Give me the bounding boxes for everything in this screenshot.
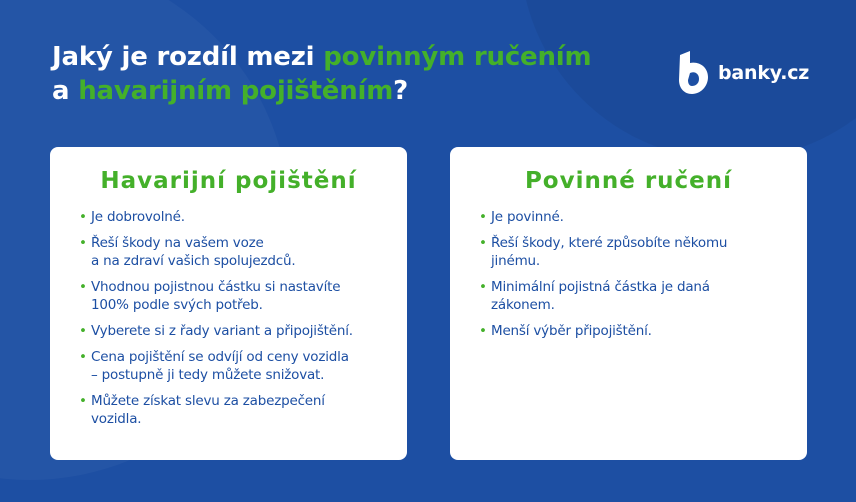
logo-text: banky.cz	[718, 62, 810, 84]
bullet-icon: •	[79, 279, 87, 295]
title-line1-highlight: povinným ručením	[323, 42, 592, 72]
bullet-icon: •	[79, 323, 87, 339]
card-havarijni	[50, 147, 407, 460]
page-title	[52, 40, 591, 108]
list-item	[79, 208, 391, 226]
list-item	[79, 322, 391, 340]
title-line1-prefix: Jaký je rozdíl mezi	[52, 42, 324, 72]
title-line2-suffix: ?	[393, 76, 409, 106]
list-item	[479, 208, 791, 226]
list-item-text: Je dobrovolné.	[91, 209, 185, 225]
card-list	[479, 208, 791, 348]
list-item	[479, 234, 791, 270]
bullet-icon: •	[479, 279, 487, 295]
list-item-text: Můžete získat slevu za zabezpečení	[91, 393, 325, 409]
list-item-text: Řeší škody na vašem voze	[91, 235, 264, 251]
list-item-text: – postupně ji tedy můžete snižovat.	[91, 367, 325, 383]
list-item-text: zákonem.	[491, 297, 555, 313]
list-item	[479, 278, 791, 314]
card-title: Povinné ručení	[524, 168, 733, 194]
list-item	[79, 234, 391, 270]
banky-b-logo-icon	[676, 51, 710, 95]
list-item	[79, 348, 391, 384]
list-item-text: Menší výběr připojištění.	[491, 323, 652, 339]
card-list	[79, 208, 391, 436]
bullet-icon: •	[79, 349, 87, 365]
card-povinne	[450, 147, 807, 460]
list-item	[79, 392, 391, 428]
bullet-icon: •	[479, 235, 487, 251]
list-item-text: Vyberete si z řady variant a připojištění.	[91, 323, 353, 339]
list-item-text: vozidla.	[91, 411, 142, 427]
list-item-text: Minimální pojistná částka je daná	[491, 279, 710, 295]
list-item	[79, 278, 391, 314]
bullet-icon: •	[79, 393, 87, 409]
bullet-icon: •	[79, 235, 87, 251]
list-item-text: a na zdraví vašich spolujezdců.	[91, 253, 296, 269]
bullet-icon: •	[479, 323, 487, 339]
brand-logo[interactable]	[676, 51, 809, 95]
list-item-text: jinému.	[491, 253, 540, 269]
title-line2-highlight: havarijním pojištěním	[78, 76, 394, 106]
bullet-icon: •	[79, 209, 87, 225]
list-item	[479, 322, 791, 340]
list-item-text: Řeší škody, které způsobíte někomu	[491, 235, 728, 251]
title-line2-prefix: a	[52, 76, 79, 106]
list-item-text: Je povinné.	[491, 209, 564, 225]
list-item-text: 100% podle svých potřeb.	[91, 297, 263, 313]
list-item-text: Vhodnou pojistnou částku si nastavíte	[91, 279, 341, 295]
bullet-icon: •	[479, 209, 487, 225]
card-title: Havarijní pojištění	[100, 168, 357, 194]
list-item-text: Cena pojištění se odvíjí od ceny vozidla	[91, 349, 349, 365]
